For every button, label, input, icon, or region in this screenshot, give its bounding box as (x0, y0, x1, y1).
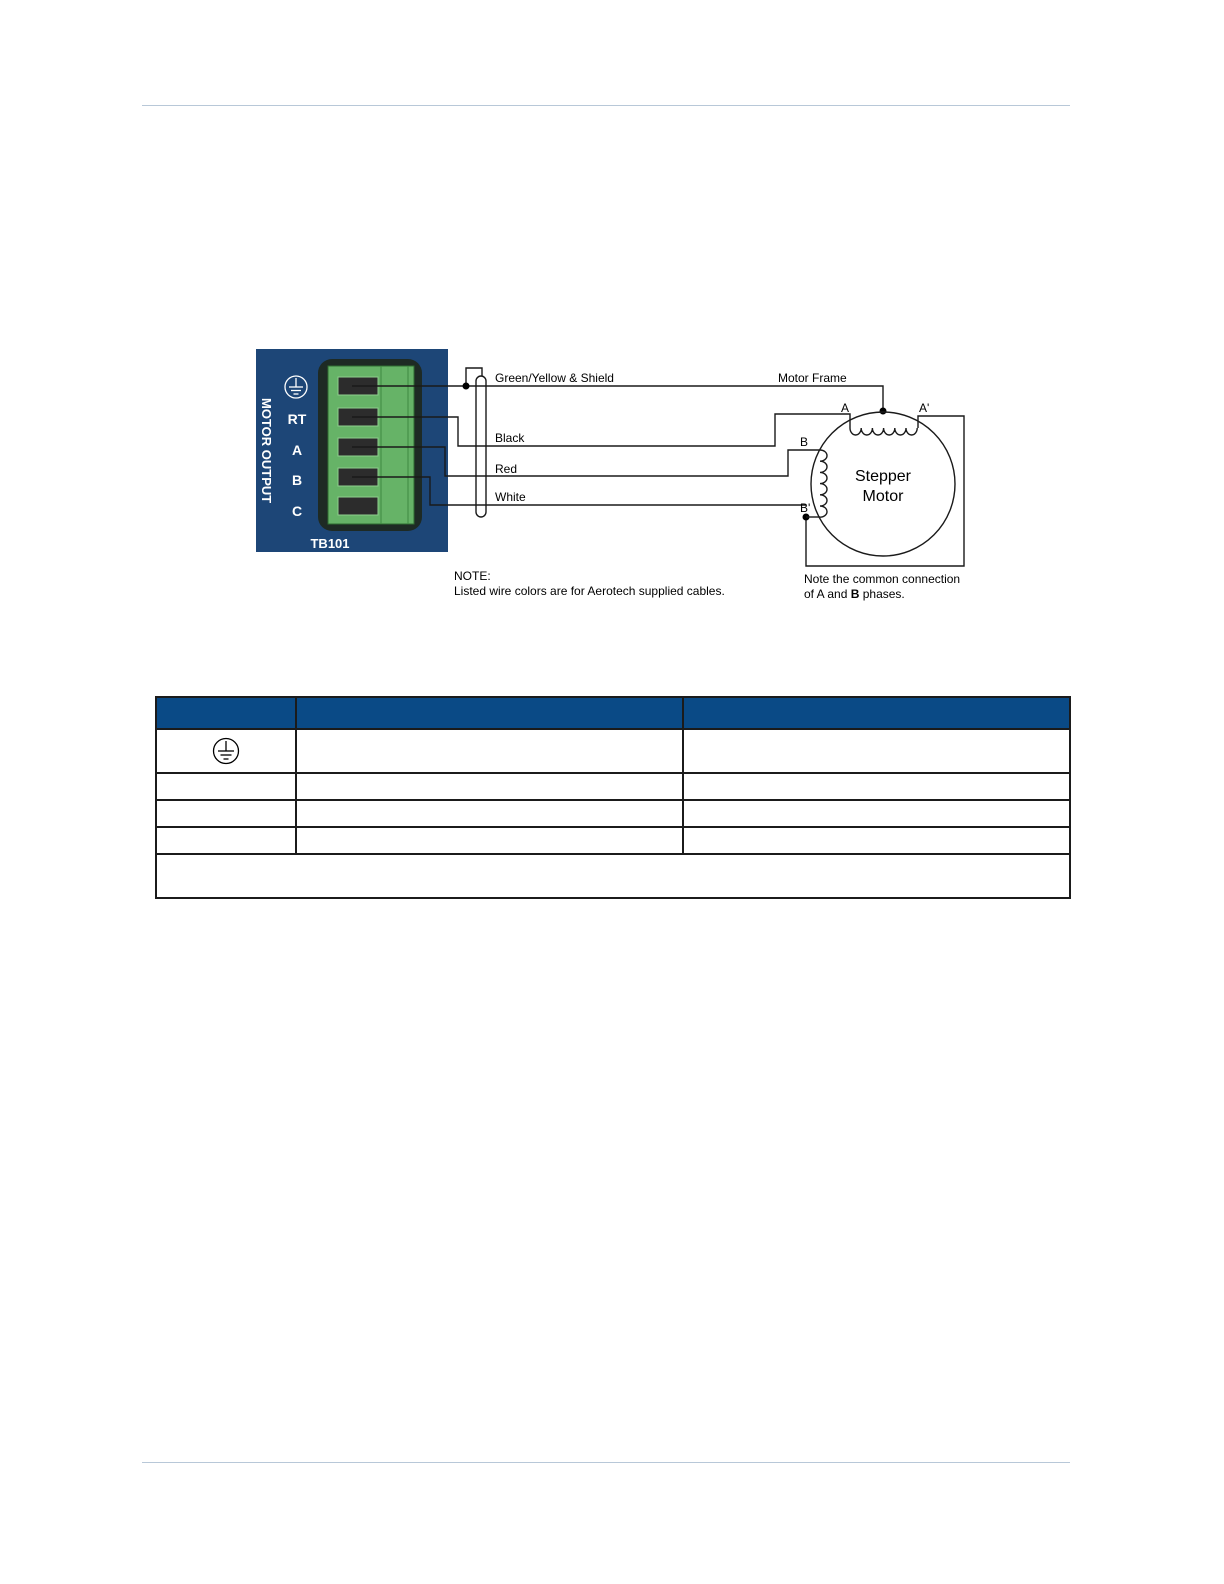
table-cell (683, 729, 1070, 773)
table-row (156, 729, 1070, 773)
common-note-line2: of A and B phases. (804, 587, 905, 601)
table-cell (156, 827, 296, 854)
table-cell (296, 827, 683, 854)
pin-table (155, 696, 1071, 899)
winding-label-a: A (841, 401, 850, 415)
table-header-cell (156, 697, 296, 729)
table-note-row (156, 854, 1070, 898)
motor-frame-label: Motor Frame (778, 371, 847, 385)
table-cell (156, 773, 296, 800)
table-cell (683, 800, 1070, 827)
ground-icon (211, 736, 241, 766)
wire-label-white: White (495, 490, 526, 504)
terminal-slot (338, 497, 378, 515)
terminal-label-c: C (291, 503, 303, 519)
coil-a (850, 428, 917, 435)
table-cell (296, 773, 683, 800)
table-header-row (156, 697, 1070, 729)
table-cell (683, 773, 1070, 800)
panel-label: MOTOR OUTPUT (259, 398, 274, 504)
note-text: Listed wire colors are for Aerotech supplied cables. (454, 584, 725, 598)
wire-label-ground: Green/Yellow & Shield (495, 371, 614, 385)
terminal-label-a: A (291, 442, 303, 458)
table-row (156, 773, 1070, 800)
table-cell (683, 827, 1070, 854)
header-rule (142, 105, 1070, 106)
table-row (156, 800, 1070, 827)
table-header-cell (683, 697, 1070, 729)
motor-name-line2: Motor (862, 488, 904, 505)
junction-dot (880, 408, 887, 415)
note-title: NOTE: (454, 569, 491, 583)
winding-label-b-prime: B' (800, 501, 811, 515)
table-row (156, 827, 1070, 854)
winding-label-b: B (800, 435, 809, 449)
motor-name-line1: Stepper (854, 468, 912, 485)
terminal-label-rt: RT (287, 411, 307, 427)
wiring-diagram (250, 340, 980, 610)
footer-rule (142, 1462, 1070, 1463)
wire-label-black: Black (495, 431, 525, 445)
winding-label-a-prime: A' (919, 401, 930, 415)
table-cell (296, 800, 683, 827)
table-note-cell (156, 854, 1070, 898)
wire-motor-frame (466, 386, 883, 411)
table-cell (296, 729, 683, 773)
table-cell (156, 729, 296, 773)
wire-label-red: Red (495, 462, 518, 476)
junction-dot (463, 383, 470, 390)
terminal-block-label: TB101 (310, 536, 350, 551)
table-header-cell (296, 697, 683, 729)
terminal-label-b: B (291, 472, 303, 488)
common-note-line1: Note the common connection (804, 572, 961, 586)
coil-b (820, 450, 827, 517)
table-cell (156, 800, 296, 827)
